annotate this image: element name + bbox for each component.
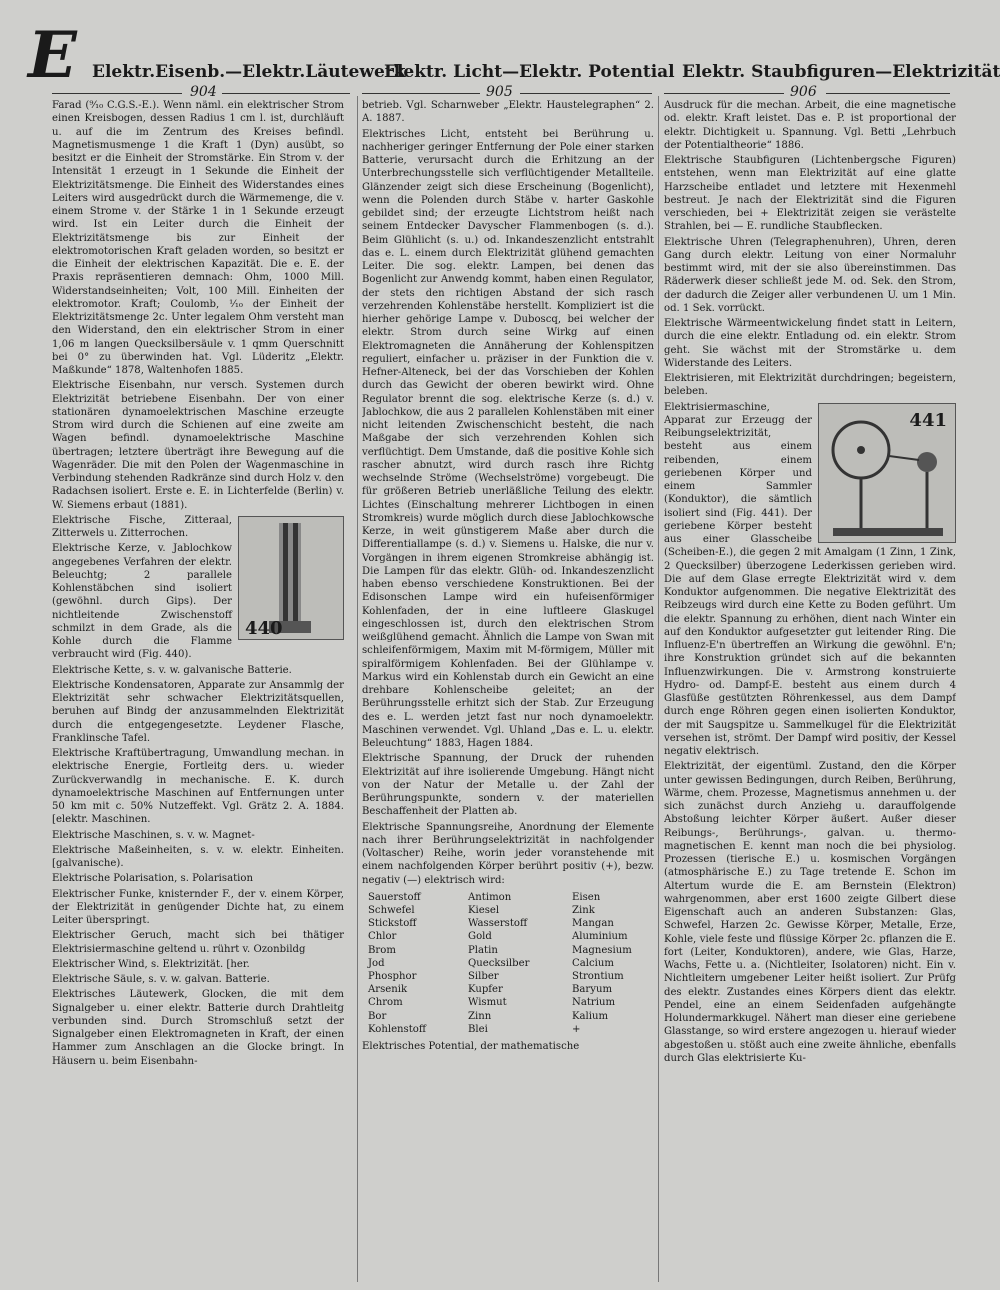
table-cell: Kiesel [468, 904, 500, 916]
table-cell: Wasserstoff [468, 918, 528, 930]
page-number-905: 905 [486, 84, 513, 100]
table-cell: Arsenik [368, 984, 408, 996]
figure-440 [238, 516, 344, 640]
entry-elektrisches-potential: Elektrisches Potential, der mathematische [362, 1040, 580, 1052]
entry-elektrische-fische: Elektrische Fische, Zitteraal, Zitterwels u. Zitterrochen. [52, 514, 232, 539]
header-rule [222, 93, 350, 94]
header-rule [826, 93, 950, 94]
table-cell: Baryum [572, 984, 613, 996]
voltaic-series-table [368, 891, 654, 1036]
entry-elektrisches-licht: Elektrisches Licht, entsteht bei Berührung u. nachheriger geringer Entfernung der Pole einer starken Batterie, verursacht durch die Erhitzung an der Unterbrechungsstelle sich verflüchtigender Metallteile. Glänzender zeigt sich diese Erscheinung (Bogenlicht), wenn die Polenden durch Stäbe v. harter Gaskohle gebildet sind; der erzeugte Lichtstrom heißt nach seinem Entdecker Davyscher Flammenbogen (s. d.). Beim Glühlicht (s. u.) od. Inkandeszenzlicht entstrahlt das e. L. einem durch Elektrizität glühend gemachten Leiter. Die sog. elektr. Lampen, bei denen das Bogenlicht zur Anwendg kommt, haben einen Regulator, der stets den richtigen Abstand der sich rasch verzehrenden Kohlenstäbe herstellt. Kompliziert ist die hierher gehörige Lampe v. Duboscq, bei welcher der elektr. Strom durch seine Wirkg auf einen Elektromagneten die Annäherung der Kohlenspitzen reguliert, einfacher u. präziser in der Funktion die v. Hefner-Alteneck, bei der das Vorschieben der Kohlen durch das Gewicht der oberen bewirkt wird. Ohne Regulator brennt die sog. elektrische Kerze (s. d.) v. Jablochkow, die aus 2 parallelen Kohlenstäben mit einer nicht leitenden Zwischenschicht besteht, die nach Maßgabe der sich verzehrenden Kohlen sich verflüchtigt. Dem Umstande, daß die positive Kohle sich rascher abnutzt, wird durch rasch ihre Richtg wechselnde Ströme (Wechselströme) vorgebeugt. Die für größeren Betrieb unerläßliche Teilung des elektr. Lichtes (Einschaltung mehrerer Lichtbogen in einen Stromkreis) wurde möglich durch diese Jablochkowsche Kerze, in weit günstigerem Maße aber durch die Differentiallampe (s. d.) v. Siemens u. Halske, die nur v. Vorgängen in ihrem eigenen Stromkreise abhängig ist. Die Lampen für das elektr. Glüh- od. Inkandeszenzlicht haben ebenso verschiedene Konstruktionen. Bei der Edisonschen Lampe wird ein hufeisenförmiger Kohlenfaden, der in eine luftleere Glaskugel eingeschlossen ist, durch den elektrischen Strom weißglühend gemacht. Ähnlich die Lampe von Swan mit schleifenförmigem, Maxim mit M-förmigem, Müller mit spiralförmigem Kohlenfaden. Bei der Glühlampe v. Markus wird ein Kohlenstab durch ein Gewicht an eine drehbare Kohlenscheibe geleitet; an der Berührungsstelle erhitzt sich der Stab. Zur Erzeugung des e. L. werden jetzt fast nur noch dynamoelektr. Maschinen verwendet. Vgl. Uhland „Das e. L. u. elektr. Beleuchtung“ 1883, Hagen 1884. [362, 128, 654, 749]
header-rule [52, 93, 182, 94]
table-cell: + [572, 1023, 581, 1035]
table-cell: Stickstoff [368, 918, 417, 930]
page-number-904: 904 [190, 84, 217, 100]
table-cell: Quecksilber [468, 957, 530, 969]
entry-elektrische-kette: Elektrische Kette, s. v. w. galvanische Batterie. [52, 664, 292, 676]
entry-elektrischer-wind: Elektrischer Wind, s. Elektrizität. [her. [52, 958, 250, 970]
table-cell: Aluminium [572, 931, 628, 943]
table-cell: Blei [468, 1023, 488, 1035]
entry-elektrische-kondensatoren: Elektrische Kondensatoren, Apparate zur Ansammlg der Elektrizität sehr schwacher Elektrizitätsquellen, beruhen auf Bindg der anzusammelnden Elektrizität durch die entgegengesetzte. Leydener Flasche, Franklinsche Tafel. [52, 679, 344, 744]
table-cell: Antimon [468, 891, 512, 903]
table-cell: Natrium [572, 997, 616, 1009]
table-cell: Phosphor [368, 970, 417, 982]
table-cell: Zink [572, 904, 595, 916]
entry-farad: Farad (⁹⁄₁₀ C.G.S.-E.). Wenn näml. ein elektrischer Strom einen Kreisbogen, dessen Radius 1 cm l. ist, durchläuft u. auf die im Zentrum des Kreises befindl. Magnetismusmenge 1 die Kraft 1 (Dyn) ausübt, so besitzt er die Einheit der Stromstärke. Ein Strom v. der Intensität 1 erzeugt in 1 Sekunde die Einheit der Elektrizitätsmenge. Die Einheit des Widerstandes eines Leiters wird ausgedrückt durch die Wärmemenge, die v. einem Strome v. der Stärke 1 in 1 Sekunde erzeugt wird. Ist ein Leiter durch die Einheit der Elektrizitätsmenge bis zur Einheit der elektromotorischen Kraft geladen worden, so besitzt er die Einheit der elektrischen Kapazität. Die e. E. der Praxis repräsentieren demnach: Ohm, 1000 Mill. Widerstandseinheiten; Volt, 100 Mill. Einheiten der elektromotor. Kraft; Coulomb, ¹⁄₁₀ der Einheit der Elektrizitätsmenge 2c. Unter legalem Ohm versteht man den Widerstand, den ein elektrischer Strom in einer 1,06 m langen Quecksilbersäule v. 1 qmm Querschnitt bei 0° zu überwinden hat. Vgl. Lüderitz „Elektr. Maßkunde“ 1878, Waltenhofen 1885. [52, 100, 344, 376]
column-2-header: Elektr. Licht—Elektr. Potential [384, 62, 675, 82]
column-divider [357, 96, 358, 1282]
entry-elektrische-spannungsreihe: Elektrische Spannungsreihe, Anordnung der Elemente nach ihrer Berührungselektrizität in nachfolgender (Voltascher) Reihe, worin jeder voranstehende mit einem nachfolgenden Körper berührt positiv (+), bezw. negativ (—) elektrisch wird: [362, 821, 654, 886]
page-number-906: 906 [790, 84, 817, 100]
table-cell: Calcium [572, 957, 614, 969]
header-rule [520, 93, 652, 94]
entry-elektrische-staubfiguren: Elektrische Staubfiguren (Lichtenbergsche Figuren) entstehen, wenn man Elektrizität auf eine glatte Harzscheibe entladet und letztere mit Hexenmehl bestreut. Je nach der Elektrizität sind die Figuren verschieden, bei + Elektrizität zeigen sie verästelte Strahlen, bei — E. rundliche Staubflecken. [664, 155, 956, 233]
table-cell: Magnesium [572, 944, 632, 956]
column-2 [362, 99, 654, 1281]
table-cell: Bor [368, 1010, 387, 1022]
table-cell: Eisen [572, 891, 601, 903]
table-cell: Wismut [468, 997, 507, 1009]
column-3-header: Elektr. Staubfiguren—Elektrizität [682, 62, 1000, 82]
entry-elektrischer-funke: Elektrischer Funke, knisternder F., der v. einem Körper, der Elektrizität in genügender Dichte hat, zu einem Leiter überspringt. [52, 888, 344, 926]
entry-elektrische-masseinheiten: Elektrische Maßeinheiten, s. v. w. elektr. Einheiten. [galvanische). [52, 844, 344, 869]
entry-elektrisieren: Elektrisieren, mit Elektrizität durchdringen; begeistern, beleben. [664, 373, 956, 398]
entry-elektrische-maschinen: Elektrische Maschinen, s. v. w. Magnet- [52, 829, 255, 841]
table-cell: Kohlenstoff [368, 1023, 427, 1035]
table-cell: Schwefel [368, 904, 415, 916]
entry-elektrisches-laeutewerk: Elektrisches Läutewerk, Glocken, die mit dem Signalgeber u. einer elektr. Batterie durch Drahtleitg verbunden sind. Durch Stromschluß setzt der Signalgeber einen Elektromagneten in Kraft, der einen Hammer zum Anschlagen an die Glocke bringt. In Häusern u. beim Eisenbahn- [52, 989, 344, 1067]
entry-elektrische-uhren: Elektrische Uhren (Telegraphenuhren), Uhren, deren Gang durch elektr. Leitung von einer Normaluhr bestimmt wird, mit der sie also übereinstimmen. Das Räderwerk dieser schließt jede M. od. Sek. den Strom, der dadurch die Zeiger aller verbundenen U. um 1 Min. od. 1 Sek. vorrückt. [664, 236, 956, 314]
entry-continuation: betrieb. Vgl. Scharnweber „Elektr. Haustelegraphen“ 2. A. 1887. [362, 100, 654, 125]
entry-elektrische-eisenbahn: Elektrische Eisenbahn, nur versch. Systemen durch Elektrizität betriebene Eisenbahn. Der von einer stationären dynamoelektrischen Maschine erzeugte Strom wird durch die Schienen auf eine zweite am Wagen befindl. dynamoelektrische Maschine übertragen; letztere überträgt ihre Bewegung auf die Wagenräder. Die mit den Polen der Wagenmaschine in Verbindung stehenden Radkränze sind durch Holz v. den Radachsen isoliert. Erste e. E. in Lichterfelde (Berlin) v. W. Siemens erbaut (1881). [52, 380, 344, 511]
table-cell: Zinn [468, 1010, 492, 1022]
entry-elektrischer-geruch: Elektrischer Geruch, macht sich bei thätiger Elektrisiermaschine geltend u. rührt v. Ozonbildg [52, 930, 344, 955]
figure-441-number: 441 [909, 409, 947, 431]
figure-441 [818, 403, 956, 543]
table-cell: Chlor [368, 931, 397, 943]
table-cell: Platin [468, 944, 498, 956]
entry-elektrische-spannung: Elektrische Spannung, der Druck der ruhenden Elektrizität auf ihre isolierende Umgebung. Hängt nicht von der Natur der Metalle u. der Zahl der Berührungspunkte, sondern v. der materiellen Beschaffenheit der Platten ab. [362, 753, 654, 818]
entry-elektrisiermaschine: Elektrisiermaschine, Apparat zur Erzeugg der Reibungselektrizität, besteht aus einem reibenden, einem geriebenen Körper und einem Sammler (Konduktor), die sämtlich isoliert sind (Fig. 441). Der geriebene Körper besteht aus einer Glasscheibe (Scheiben-E.), die gegen 2 mit Amalgam (1 Zinn, 1 Zink, 2 Quecksilber) überzogene Lederkissen gerieben wird. Die auf dem Glase erregte Elektrizität wird v. dem Konduktor aufgenommen. Die negative Elektrizität des Reibzeugs wird durch eine Kette zu Boden geführt. Um die elektr. Spannung zu erhöhen, dient nach Winter ein auf den Konduktor aufgesetzter gut leitender Ring. Die Influenz-E'n übertreffen an Wirkung die gewöhnl. E'n; ihre Konstruktion gründet sich auf die bekannten Influenzwirkungen. Die v. Armstrong konstruierte Hydro- od. Dampf-E. besteht aus einem durch 4 Glasfüße gestützten Röhrenkessel, aus dem Dampf durch enge Röhren gegen einen isolierten Konduktor, der mit Saugspitze u. Sammelkugel für die Elektrizität versehen ist, strömt. Der Dampf wird positiv, der Kessel negativ elektrisch. [664, 401, 956, 757]
table-cell: Mangan [572, 918, 614, 930]
table-cell: Brom [368, 944, 396, 956]
entry-elektrische-polarisation: Elektrische Polarisation, s. Polarisation [52, 873, 253, 885]
table-cell: Kupfer [468, 984, 503, 996]
entry-continuation: Ausdruck für die mechan. Arbeit, die eine magnetische od. elektr. Kraft leistet. Das e. P. ist proportional der elektr. Dichtigkeit u. Spannung. Vgl. Betti „Lehrbuch der Potentialtheorie“ 1886. [664, 100, 956, 151]
entry-elektrizitaet: Elektrizität, der eigentüml. Zustand, den die Körper unter gewissen Bedingungen, durch Reiben, Berührung, Wärme, chem. Prozesse, Magnetismus annehmen u. der sich zunächst durch Anziehg u. darauffolgende Abstoßung leichter Körper äußert. Außer dieser Reibungs-, Berührungs-, galvan. u. thermo-magnetischen E. kennt man noch die bei physiolog. Prozessen (tierische E.) u. kosmischen Vorgängen (atmosphärische E.) zu Tage tretende E. Schon im Altertum wurde die E. am Bernstein (Elektron) wahrgenommen, aber erst 1600 zeigte Gilbert diese Eigenschaft auch an anderen Substanzen: Glas, Schwefel, Harzen 2c. Gewisse Körper, Metalle, Erze, Kohle, viele feste und flüssige Körper 2c. pflanzen die E. fort (Leiter, Konduktoren), andere, wie Glas, Harze, Wachs, Fette u. a. (Nichtleiter, Isolatoren) nicht. Ein v. Nichtleitern umgebener Leiter heißt isoliert. Zur Prüfg des elektr. Zustandes eines Körpers dient das elektr. Pendel, eine an einem Seidenfaden aufgehängte Holundermarkkugel. Nähert man dieser eine geriebene Glasstange, so wird erstere angezogen u. hierauf wieder abgestoßen u. stößt auch eine zweite ähnliche, ebenfalls durch Glas elektrisierte Ku- [664, 761, 956, 1064]
table-cell: Chrom [368, 997, 403, 1009]
entry-elektrische-kraftuebertragung: Elektrische Kraftübertragung, Umwandlung mechan. in elektrische Energie, Fortleitg ders. u. wieder Zurückverwandlg in mechanische. E. K. durch dynamoelektrische Maschinen auf Entfernungen unter 50 km mit c. 50% Nutzeffekt. Vgl. Grätz 2. A. 1884. [elektr. Maschinen. [52, 748, 344, 826]
entry-elektrische-kerze: Elektrische Kerze, v. Jablochkow angegebenes Verfahren der elektr. Beleuchtg; 2 parallele Kohlenstäbchen sind isoliert (gewöhnl. durch Gips). Der nichtleitende Zwischenstoff schmilzt in dem Grade, als die Kohle durch die Flamme verbraucht wird (Fig. 440). [52, 543, 232, 661]
table-cell: Gold [468, 931, 492, 943]
table-cell: Sauerstoff [368, 891, 421, 903]
entry-elektrische-saeule: Elektrische Säule, s. v. w. galvan. Batterie. [52, 974, 270, 985]
header-rule [362, 93, 480, 94]
column-1 [52, 99, 344, 1281]
table-cell: Jod [368, 957, 385, 969]
header-rule [664, 93, 784, 94]
column-1-header: Elektr.Eisenb.—Elektr.Läutewerk [92, 62, 406, 82]
table-cell: Kalium [572, 1010, 609, 1022]
section-letter: E [28, 18, 77, 93]
figure-440-number: 440 [245, 617, 283, 639]
column-3 [664, 99, 956, 1281]
table-cell: Silber [468, 970, 499, 982]
table-cell: Strontium [572, 970, 624, 982]
entry-elektrische-waermeentwickelung: Elektrische Wärmeentwickelung findet statt in Leitern, durch die eine elektr. Entladung od. ein elektr. Strom geht. Sie wächst mit der Stromstärke u. dem Widerstande des Leiters. [664, 318, 956, 369]
column-divider [658, 96, 659, 1282]
